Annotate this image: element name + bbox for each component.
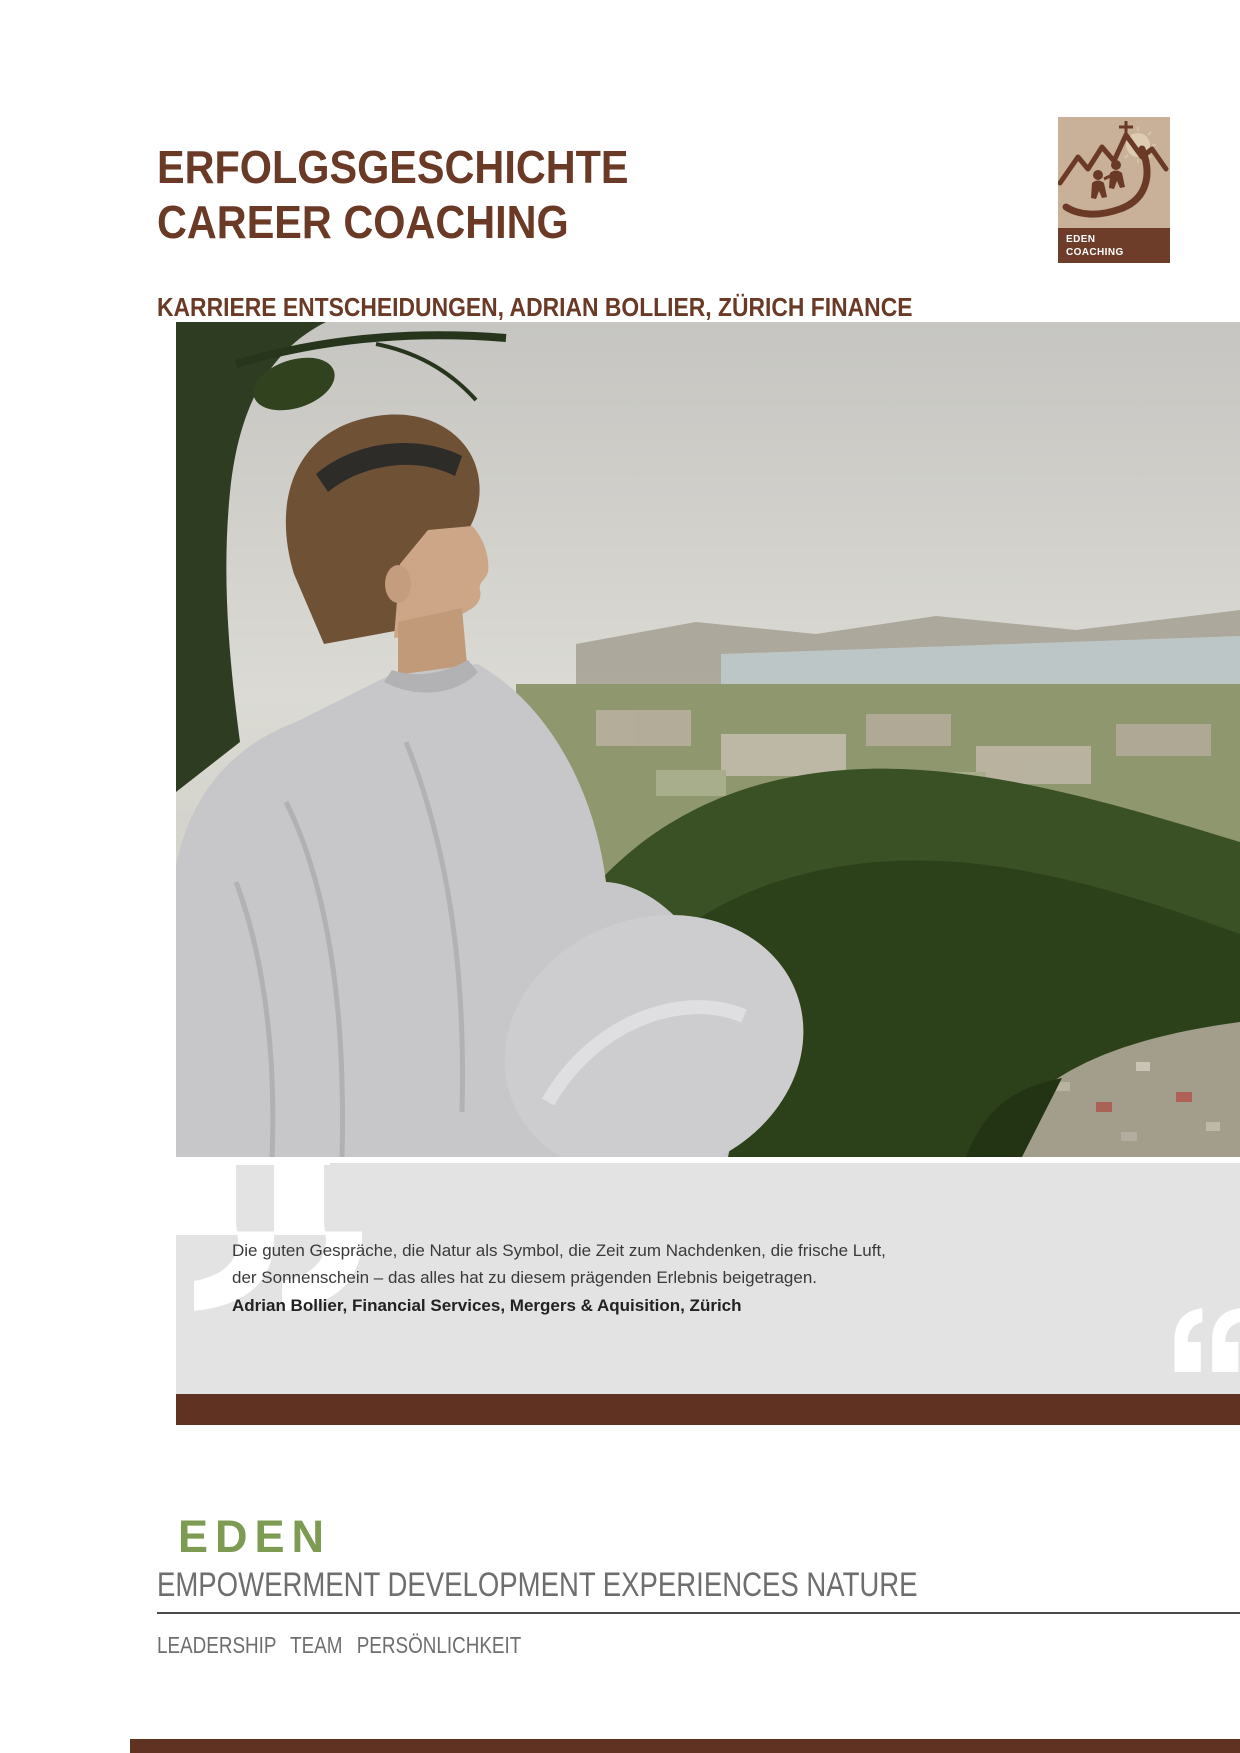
page-title: [157, 140, 629, 250]
quote-text-line2: der Sonnenschein – das alles hat zu diesem prägenden Erlebnis beigetragen.: [232, 1268, 818, 1287]
close-quote-icon: [1168, 1306, 1240, 1374]
footer-tagline: EMPOWERMENT DEVELOPMENT EXPERIENCES NATURE: [157, 1566, 918, 1604]
quote-attribution: Adrian Bollier, Financial Services, Mergers & Aquisition, Zürich: [232, 1296, 742, 1315]
quote-panel-upper: [330, 1163, 1240, 1235]
logo-wordmark-line2: COACHING: [1066, 247, 1124, 258]
logo-wordmark-line1: EDEN: [1066, 234, 1096, 245]
page-title-line2: CAREER COACHING: [157, 196, 569, 248]
quote-text-line1: Die guten Gespräche, die Natur als Symbol, die Zeit zum Nachdenken, die frische Luft,: [232, 1241, 886, 1260]
hero-photo-illustration: [176, 322, 1240, 1157]
quote-accent-bar: [176, 1394, 1240, 1425]
page-title-line1: ERFOLGSGESCHICHTE: [157, 141, 629, 193]
logo-wordmark: [1058, 228, 1170, 263]
footer-brand: EDEN: [178, 1511, 332, 1562]
footer-keywords: LEADERSHIP TEAM PERSÖNLICHKEIT: [157, 1632, 522, 1658]
page-subtitle: KARRIERE ENTSCHEIDUNGEN, ADRIAN BOLLIER, ZÜRICH FINANCE: [157, 292, 913, 322]
eden-coaching-logo: [1058, 117, 1170, 263]
logo-mountain-scene-icon: [1058, 117, 1170, 228]
footer-bar: [130, 1739, 1240, 1753]
hero-photo: [176, 322, 1240, 1157]
footer-divider: [157, 1612, 1240, 1614]
